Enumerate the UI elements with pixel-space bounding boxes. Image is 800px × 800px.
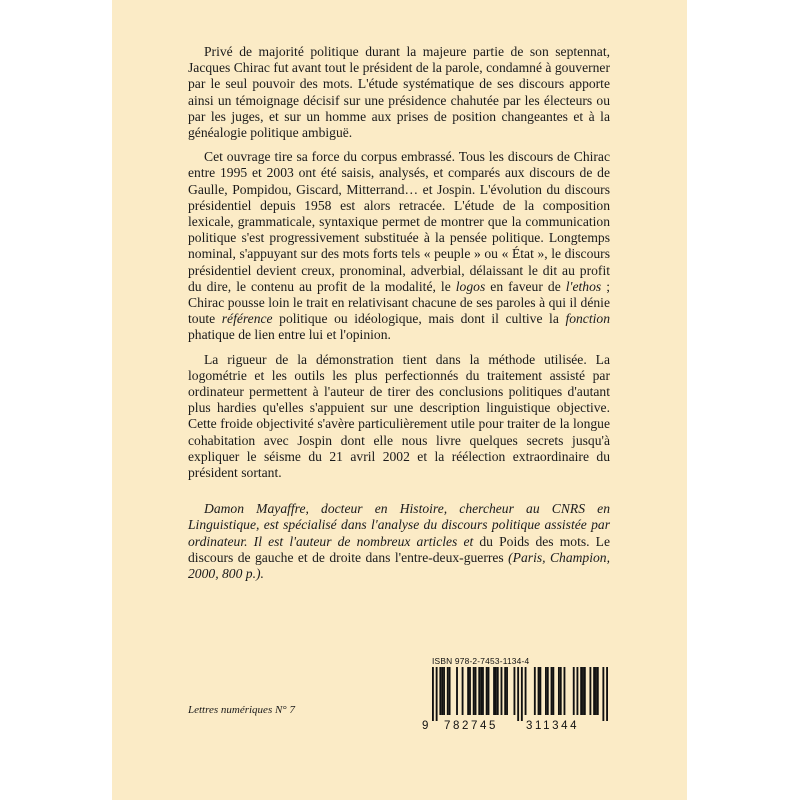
barcode-bar [441,667,443,715]
text-segment: phatique de lien entre lui et l'opinion. [188,327,391,343]
barcode-bar [534,667,536,715]
barcode-bar [539,667,541,715]
barcode-bar [558,667,560,715]
barcode-bar [506,667,508,715]
barcode-bar [495,667,497,715]
barcode-bar [473,667,475,715]
back-cover [112,0,687,800]
barcode-bar [593,667,595,715]
ean-right-group: 311344 [526,720,580,732]
text-segment: référence [221,311,273,327]
barcode-bar [577,667,579,715]
barcode-bar [493,667,495,715]
barcode-bar [582,667,584,715]
barcode-bar [560,667,562,715]
text-segment: Privé de majorité politique durant la majeure partie de son septennat, Jacques Chirac fut avant tout le président de la parole, condamné à gouverner par le seul pouvoir des mots. L'étude systématique de ses discours apporte ainsi un témoignage décisif sur une présidence chahutée par les électeurs ou par les juges, et sur un homme aux prises de position changeantes et à la généalogie politique ambiguë. [188,44,610,141]
barcode-bar [547,667,549,715]
barcode-bar [602,667,604,721]
barcode-bars [432,667,608,721]
barcode-bar [475,667,477,715]
text-segment: (Paris, Champion, 2000, 800 p.). [188,549,611,582]
barcode-bar [580,667,582,715]
series-label: Lettres numériques N° 7 [188,704,295,716]
barcode-bar [467,667,469,715]
ean-left-group: 782745 [444,720,498,732]
barcode-bar [432,667,434,721]
text-segment: logos [455,278,486,294]
text-segment: Damon Mayaffre, docteur en Histoire, chercheur au CNRS en Linguistique, est spécialisé dans l'analyse du discours politique assistée par ordinateur. Il est l'auteur de nombreux articles et [188,501,610,549]
barcode-bar [449,667,451,715]
barcode-bar [564,667,566,715]
barcode-bar [436,667,438,721]
barcode-bar [447,667,449,715]
text-segment: La rigueur de la démonstration tient dans la méthode utilisée. La logométrie et les outils les plus perfectionnés du traitement assisté par ordinateur permettent à l'auteur de tirer des conclusions politiques d'autant plus hardies qu'elles s'appuient sur une description linguistique objective. Cette froide objectivité s'avère particulièrement utile pour traiter de la longue cohabitation avec Jospin dont elle nous livre quelques secrets jusqu'à expliquer le séisme du 21 avril 2002 et la réélection extraordinaire du président sortant. [188,351,610,481]
barcode-bar [517,667,519,721]
barcode-bar [478,667,480,715]
ean-first-digit: 9 [422,720,429,732]
barcode-bar [501,667,503,715]
barcode-bar [538,667,540,715]
barcode-bar [551,667,553,715]
text-segment: en faveur de [485,278,566,294]
barcode-bar [462,667,464,715]
text-segment: politique ou idéologique, mais dont il cultive la [272,311,566,327]
text-segment: Poids des mots. Le discours de gauche et de droite dans l'entre-deux-guerres [188,533,610,565]
barcode-bar [488,667,490,715]
isbn-barcode-block [420,656,610,733]
barcode-bar [482,667,484,715]
barcode-bar [597,667,599,715]
text-segment: ; Chirac pousse loin le trait en relativisant chacune de ses paroles à qui il dénie toute [188,278,610,327]
barcode-bar [497,667,499,715]
barcode-bar [606,667,608,721]
barcode-bar [589,667,591,715]
barcode-bar [545,667,547,715]
paragraph [188,352,610,482]
barcode-bar [504,667,506,715]
text-segment: du [473,533,500,549]
text-segment: fonction [565,311,610,327]
barcode-bar [469,667,471,715]
barcode-bar [595,667,597,715]
barcode-bar [480,667,482,715]
barcode-bar [514,667,516,715]
author-bio [188,501,610,582]
barcode-bar [439,667,441,715]
barcode-bar [443,667,445,715]
barcode-bar [525,667,527,715]
isbn-label: ISBN 978-2-7453-1134-4 [432,656,530,666]
barcode-bar [552,667,554,715]
paragraph [188,44,610,141]
paragraph [188,149,610,343]
blurb-text [188,44,610,582]
barcode-bar [584,667,586,715]
barcode-bar [486,667,488,715]
text-segment: Cet ouvrage tire sa force du corpus embrassé. Tous les discours de Chirac entre 1995 et 2003 ont été saisis, analysés, et comparés aux discours de de Gaulle, Pompidou, Giscard, Mitterrand… et Jospin. L'évolution du discours présidentiel depuis 1958 est alors retracée. L'étude de la composition lexicale, grammaticale, syntaxique permet de montrer que la communication politique s'est progressivement substituée à la pensée politique. Longtemps nominal, s'appuyant sur des mots forts tels « peuple » ou « État », le discours présidentiel devient creux, pronominal, adverbial, délaissant le dit au profit du dire, le contenu au profit de la modalité, le [188,149,610,294]
barcode-bar [521,667,523,721]
text-segment: l'ethos [565,278,602,294]
barcode-bar [573,667,575,715]
barcode-bar [456,667,458,715]
